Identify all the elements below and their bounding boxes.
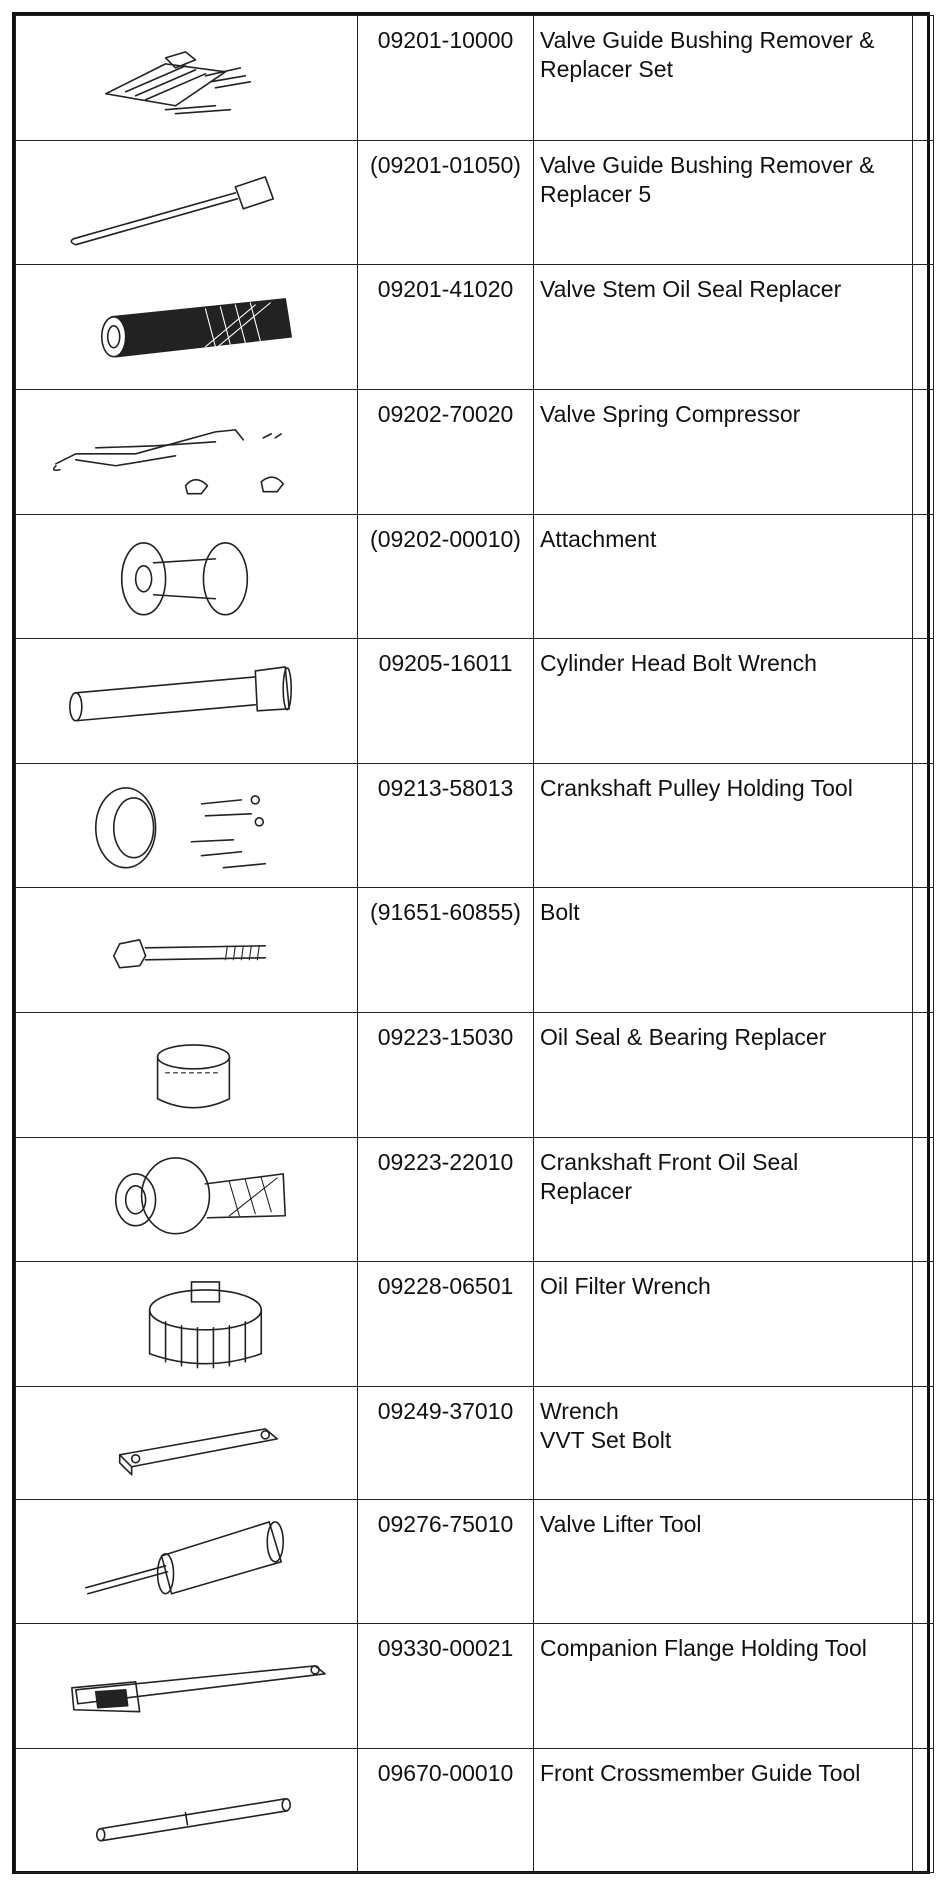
table-row bbox=[16, 16, 934, 141]
tool-name-line: Cylinder Head Bolt Wrench bbox=[540, 650, 817, 677]
tool-illustration-cell bbox=[16, 639, 358, 764]
tool-illustration-cell bbox=[16, 1748, 358, 1873]
blank-cell bbox=[913, 639, 934, 764]
blank-cell bbox=[913, 1748, 934, 1873]
tool-name bbox=[534, 1624, 913, 1749]
oil-filter-wrench-icon bbox=[16, 1262, 357, 1386]
tool-illustration-cell bbox=[16, 1013, 358, 1138]
tool-name-line: Replacer 5 bbox=[540, 180, 652, 207]
tool-name bbox=[534, 16, 913, 141]
tool-illustration-cell bbox=[16, 389, 358, 514]
tool-name-line: Crankshaft Front Oil Seal bbox=[540, 1148, 799, 1175]
tool-name-line: Valve Guide Bushing Remover & bbox=[540, 27, 875, 53]
blank-cell bbox=[913, 1013, 934, 1138]
table-row bbox=[16, 1386, 934, 1499]
attachment-icon bbox=[16, 515, 357, 639]
tool-name-line: Replacer Set bbox=[540, 56, 673, 82]
tool-name bbox=[534, 888, 913, 1013]
blank-cell bbox=[913, 1137, 934, 1262]
special-tools-sheet bbox=[12, 12, 930, 1874]
blank-cell bbox=[913, 1262, 934, 1387]
part-number: 09330-00021 bbox=[358, 1624, 534, 1749]
tool-name bbox=[534, 265, 913, 390]
tool-illustration-cell bbox=[16, 265, 358, 390]
tool-name bbox=[534, 1499, 913, 1624]
tool-illustration-cell bbox=[16, 16, 358, 141]
blank-cell bbox=[913, 140, 934, 265]
blank-cell bbox=[913, 16, 934, 141]
tool-illustration-cell bbox=[16, 1386, 358, 1499]
tool-illustration-cell bbox=[16, 1499, 358, 1624]
tool-name-line: Valve Spring Compressor bbox=[540, 400, 801, 427]
table-row bbox=[16, 763, 934, 888]
tool-name-line: Valve Lifter Tool bbox=[540, 1510, 702, 1537]
tool-name-line: VVT Set Bolt bbox=[540, 1426, 672, 1453]
bearing-replacer-icon bbox=[16, 1013, 357, 1137]
table-row bbox=[16, 389, 934, 514]
tool-name-line: Valve Guide Bushing Remover & bbox=[540, 151, 875, 178]
tool-name bbox=[534, 639, 913, 764]
tool-illustration-cell bbox=[16, 1137, 358, 1262]
tool-illustration-cell bbox=[16, 1262, 358, 1387]
table-row bbox=[16, 1624, 934, 1749]
tool-illustration-cell bbox=[16, 1624, 358, 1749]
pulley-holding-tool-icon bbox=[16, 764, 357, 888]
blank-cell bbox=[913, 888, 934, 1013]
blank-cell bbox=[913, 389, 934, 514]
table-row bbox=[16, 140, 934, 265]
tool-name bbox=[534, 140, 913, 265]
front-seal-replacer-icon bbox=[16, 1138, 357, 1262]
table-row bbox=[16, 1262, 934, 1387]
special-tools-table bbox=[15, 15, 934, 1873]
table-row bbox=[16, 514, 934, 639]
part-number: 09228-06501 bbox=[358, 1262, 534, 1387]
tool-name bbox=[534, 1137, 913, 1262]
table-row bbox=[16, 1499, 934, 1624]
table-row bbox=[16, 639, 934, 764]
part-number: 09276-75010 bbox=[358, 1499, 534, 1624]
part-number: 09223-15030 bbox=[358, 1013, 534, 1138]
table-row bbox=[16, 888, 934, 1013]
tool-name-line: Replacer bbox=[540, 1177, 633, 1204]
tool-illustration-cell bbox=[16, 888, 358, 1013]
part-number: 09670-00010 bbox=[358, 1748, 534, 1873]
tool-name bbox=[534, 763, 913, 888]
table-row bbox=[16, 1137, 934, 1262]
tool-name bbox=[534, 1013, 913, 1138]
part-number: (09202-00010) bbox=[358, 514, 534, 639]
blank-cell bbox=[913, 514, 934, 639]
tool-name-line: Attachment bbox=[540, 525, 657, 552]
blank-cell bbox=[913, 1499, 934, 1624]
tool-name bbox=[534, 1386, 913, 1499]
table-row bbox=[16, 265, 934, 390]
tool-illustration-cell bbox=[16, 140, 358, 265]
valve-lifter-tool-icon bbox=[16, 1500, 357, 1624]
part-number: 09201-41020 bbox=[358, 265, 534, 390]
table-row bbox=[16, 1013, 934, 1138]
tool-name-line: Valve Stem Oil Seal Replacer bbox=[540, 276, 842, 303]
vvt-wrench-icon bbox=[16, 1387, 357, 1499]
tool-name-line: Oil Seal & Bearing Replacer bbox=[540, 1024, 827, 1050]
tool-illustration-cell bbox=[16, 763, 358, 888]
valve-guide-bushing-set-icon bbox=[16, 16, 357, 140]
blank-cell bbox=[913, 1386, 934, 1499]
head-bolt-wrench-icon bbox=[16, 639, 357, 763]
tool-name-line: Wrench bbox=[540, 1397, 619, 1424]
tool-name-line: Oil Filter Wrench bbox=[540, 1273, 711, 1300]
blank-cell bbox=[913, 265, 934, 390]
tool-name bbox=[534, 389, 913, 514]
part-number: (09201-01050) bbox=[358, 140, 534, 265]
blank-cell bbox=[913, 763, 934, 888]
tool-name bbox=[534, 1748, 913, 1873]
part-number: 09249-37010 bbox=[358, 1386, 534, 1499]
table-row bbox=[16, 1748, 934, 1873]
oil-seal-replacer-icon bbox=[16, 265, 357, 389]
tool-name bbox=[534, 514, 913, 639]
part-number: (91651-60855) bbox=[358, 888, 534, 1013]
part-number: 09223-22010 bbox=[358, 1137, 534, 1262]
part-number: 09201-10000 bbox=[358, 16, 534, 141]
part-number: 09213-58013 bbox=[358, 763, 534, 888]
crossmember-guide-icon bbox=[16, 1749, 357, 1873]
flange-holding-tool-icon bbox=[16, 1624, 357, 1748]
tool-name-line: Companion Flange Holding Tool bbox=[540, 1635, 867, 1662]
bushing-remover-rod-icon bbox=[16, 141, 357, 265]
tool-name bbox=[534, 1262, 913, 1387]
bolt-icon bbox=[16, 888, 357, 1012]
valve-spring-compressor-icon bbox=[16, 390, 357, 514]
tool-illustration-cell bbox=[16, 514, 358, 639]
tool-name-line: Front Crossmember Guide Tool bbox=[540, 1759, 861, 1786]
tool-name-line: Crankshaft Pulley Holding Tool bbox=[540, 774, 853, 801]
tool-name-line: Bolt bbox=[540, 899, 580, 926]
part-number: 09202-70020 bbox=[358, 389, 534, 514]
part-number: 09205-16011 bbox=[358, 639, 534, 764]
blank-cell bbox=[913, 1624, 934, 1749]
